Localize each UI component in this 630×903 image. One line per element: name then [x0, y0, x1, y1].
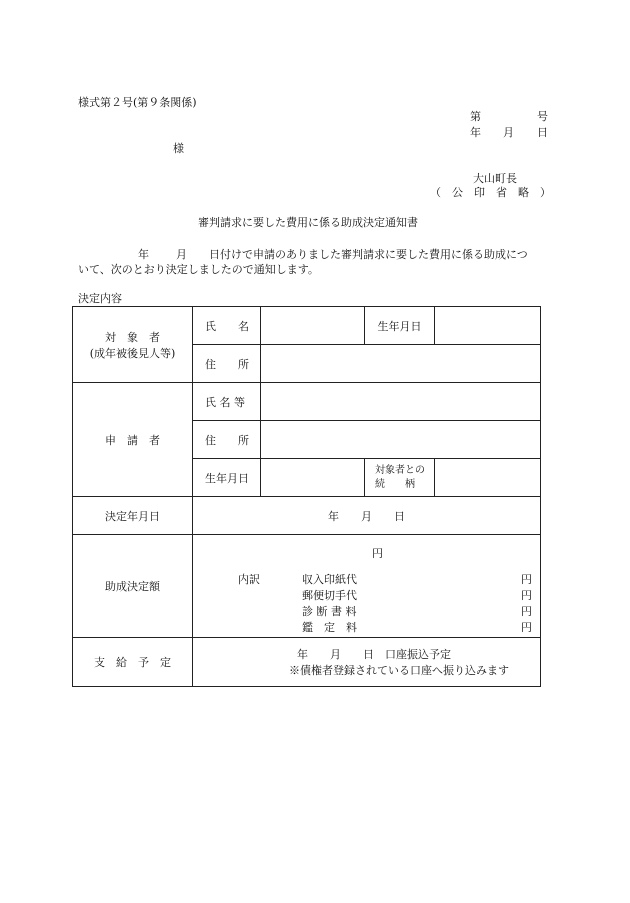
breakdown-item-2: 郵便切手代	[302, 589, 357, 602]
relation-label-2: 続 柄	[375, 478, 415, 490]
form-number: 様式第２号(第９条関係)	[78, 96, 197, 109]
breakdown-item-3: 診 断 書 料	[302, 605, 357, 618]
breakdown-unit-1: 円	[521, 573, 532, 586]
decision-table	[72, 306, 541, 687]
body-line1-rest: 日付けで申請のありました審判請求に要した費用に係る助成につ	[209, 248, 528, 261]
decision-date-label: 決定年月日	[73, 497, 193, 535]
applicant-name-label: 氏 名 等	[193, 383, 261, 421]
breakdown-label: 内訳	[238, 573, 260, 586]
breakdown-unit-3: 円	[521, 605, 532, 618]
subject-birth-label: 生年月日	[365, 307, 435, 345]
payment-note: ※債権者登録されている口座へ振り込みます	[289, 664, 509, 677]
subject-cell	[73, 307, 193, 383]
amount-yen: 円	[372, 547, 383, 560]
body-month: 月	[176, 248, 187, 261]
payment-cell	[193, 638, 541, 687]
doc-number-dai: 第	[470, 110, 481, 123]
subject-birth-value[interactable]	[435, 307, 541, 345]
amount-cell	[193, 535, 541, 638]
payment-value: 年 月 日 口座振込予定	[297, 648, 451, 661]
issuer-name: 大山町長	[473, 172, 517, 185]
date-year: 年	[470, 126, 481, 139]
addressee-sama: 様	[173, 142, 184, 155]
breakdown-item-4: 鑑 定 料	[302, 621, 357, 634]
relation-label-1: 対象者との	[375, 464, 425, 476]
subject-sublabel: (成年被後見人等)	[89, 346, 176, 360]
document-title: 審判請求に要した費用に係る助成決定通知書	[198, 216, 418, 229]
relation-value[interactable]	[435, 459, 541, 497]
subject-name-label: 氏 名	[193, 307, 261, 345]
subject-address-value[interactable]	[261, 345, 541, 383]
subject-name-value[interactable]	[261, 307, 365, 345]
applicant-label: 申 請 者	[73, 383, 193, 497]
breakdown-unit-2: 円	[521, 589, 532, 602]
relation-label	[365, 459, 435, 497]
applicant-birth-value[interactable]	[261, 459, 365, 497]
applicant-address-label: 住 所	[193, 421, 261, 459]
applicant-name-value[interactable]	[261, 383, 541, 421]
doc-number-go: 号	[537, 110, 548, 123]
body-year: 年	[138, 248, 149, 261]
section-label: 決定内容	[78, 292, 122, 305]
subject-address-label: 住 所	[193, 345, 261, 383]
amount-label: 助成決定額	[73, 535, 193, 638]
payment-label: 支 給 予 定	[73, 638, 193, 687]
date-month: 月	[503, 126, 514, 139]
applicant-address-value[interactable]	[261, 421, 541, 459]
breakdown-item-1: 収入印紙代	[302, 573, 357, 586]
decision-date-value: 年 月 日	[193, 497, 541, 535]
subject-label: 対 象 者	[105, 330, 160, 344]
date-day: 日	[537, 126, 548, 139]
seal-omitted: （ 公 印 省 略 ）	[430, 186, 551, 199]
breakdown-unit-4: 円	[521, 621, 532, 634]
applicant-birth-label: 生年月日	[193, 459, 261, 497]
body-line2: いて、次のとおり決定しましたので通知します。	[78, 263, 319, 276]
